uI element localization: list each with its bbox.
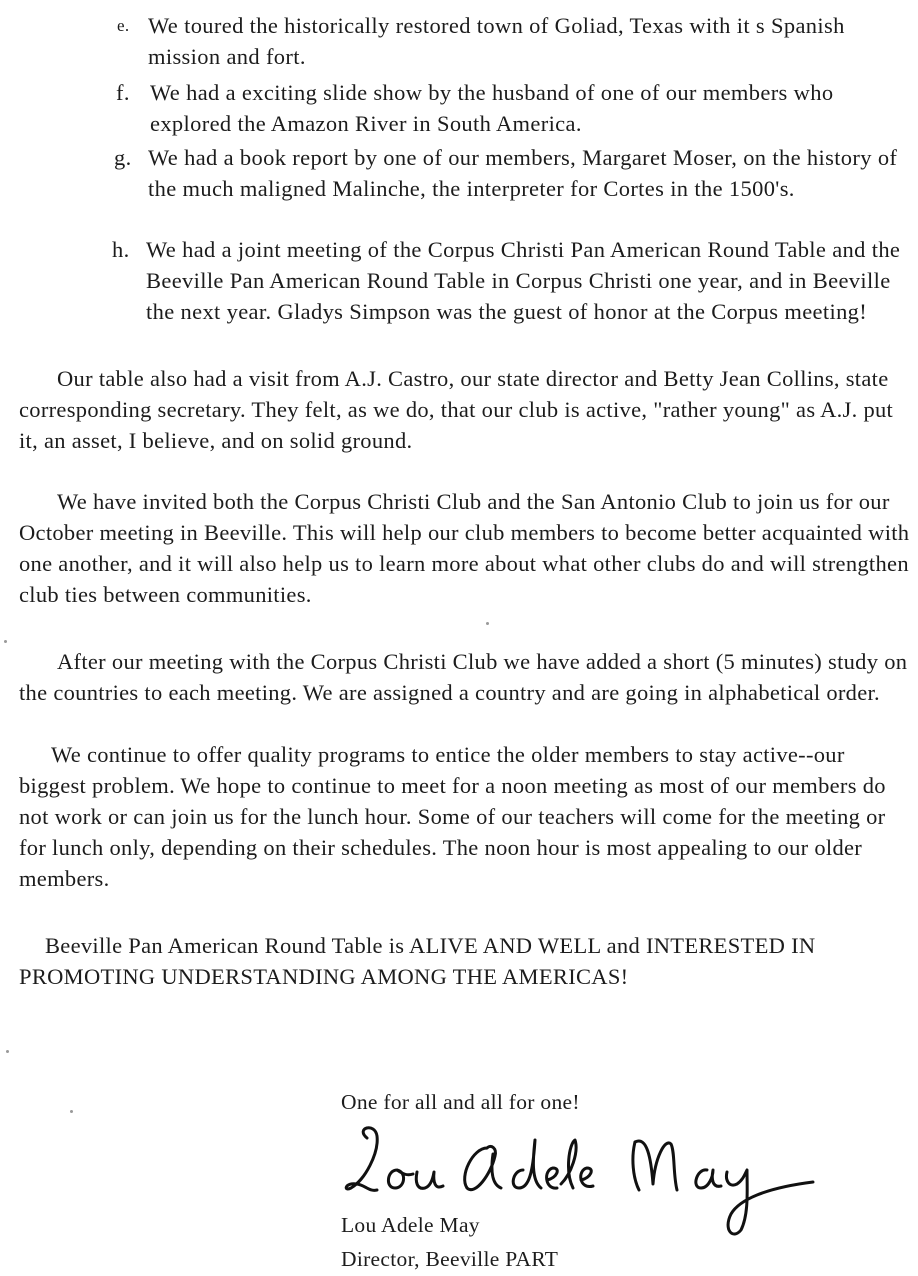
paragraph-text: We continue to offer quality programs to entice the older members to stay active--our biggest problem. We hope to continue to meet for a noon meeting as most of our members do not work or can join us for the lunch hour. Some of our teachers will come for the meeting or for lunch only, depending on their schedules. The noon hour is most appealing to our older members. (19, 742, 886, 891)
list-marker: e. (117, 16, 130, 35)
paragraph-text: We have invited both the Corpus Christi Club and the San Antonio Club to join us for our October meeting in Beeville. This will help our club members to become better acquainted with one another, and it will also help us to learn more about what other clubs do and will strengthen club ties between communities. (19, 489, 910, 607)
scan-speck (6, 1050, 9, 1053)
list-marker: f. (116, 80, 130, 105)
closing-line: One for all and all for one! (341, 1090, 580, 1114)
list-item-f (116, 77, 916, 139)
paragraph-text: After our meeting with the Corpus Christi Club we have added a short (5 minutes) study on the countries to each meeting. We are assigned a country and are going in alphabetical order. (19, 649, 908, 705)
scan-speck (4, 640, 7, 643)
scan-speck (70, 1110, 73, 1113)
list-item-e (117, 10, 917, 72)
paragraph-alive-and-well (19, 930, 915, 992)
list-item-text: We had a exciting slide show by the husband of one of our members who explored the Amazon River in South America. (150, 80, 834, 136)
paragraph-programs (19, 739, 915, 894)
paragraph-text: Our table also had a visit from A.J. Castro, our state director and Betty Jean Collins, state corresponding secretary. They felt, as we do, that our club is active, "rather young" as A.J. put it, an asset, I believe, and on solid ground. (19, 366, 894, 453)
list-item-g (114, 142, 914, 204)
paragraph-country-study (19, 646, 915, 708)
signer-title: Director, Beeville PART (341, 1247, 559, 1271)
list-item-text: We had a book report by one of our members, Margaret Moser, on the history of the much maligned Malinche, the interpreter for Cortes in the 1500's. (148, 145, 898, 201)
list-marker: g. (114, 145, 132, 170)
list-item-text: We toured the historically restored town of Goliad, Texas with it s Spanish mission and fort. (148, 13, 845, 69)
scan-speck (486, 622, 489, 625)
paragraph-october-meeting (19, 486, 915, 610)
list-item-h (112, 234, 912, 327)
list-marker: h. (112, 237, 130, 262)
list-item-text: We had a joint meeting of the Corpus Christi Pan American Round Table and the Beeville Pan American Round Table in Corpus Christi one year, and in Beeville the next year. Gladys Simpson was the guest of honor at the Corpus meeting! (146, 237, 901, 324)
signer-name: Lou Adele May (341, 1213, 480, 1237)
paragraph-text: Beeville Pan American Round Table is ALIVE AND WELL and INTERESTED IN PROMOTING UNDERSTANDING AMONG THE AMERICAS! (19, 933, 816, 989)
paragraph-state-director-visit (19, 363, 915, 456)
